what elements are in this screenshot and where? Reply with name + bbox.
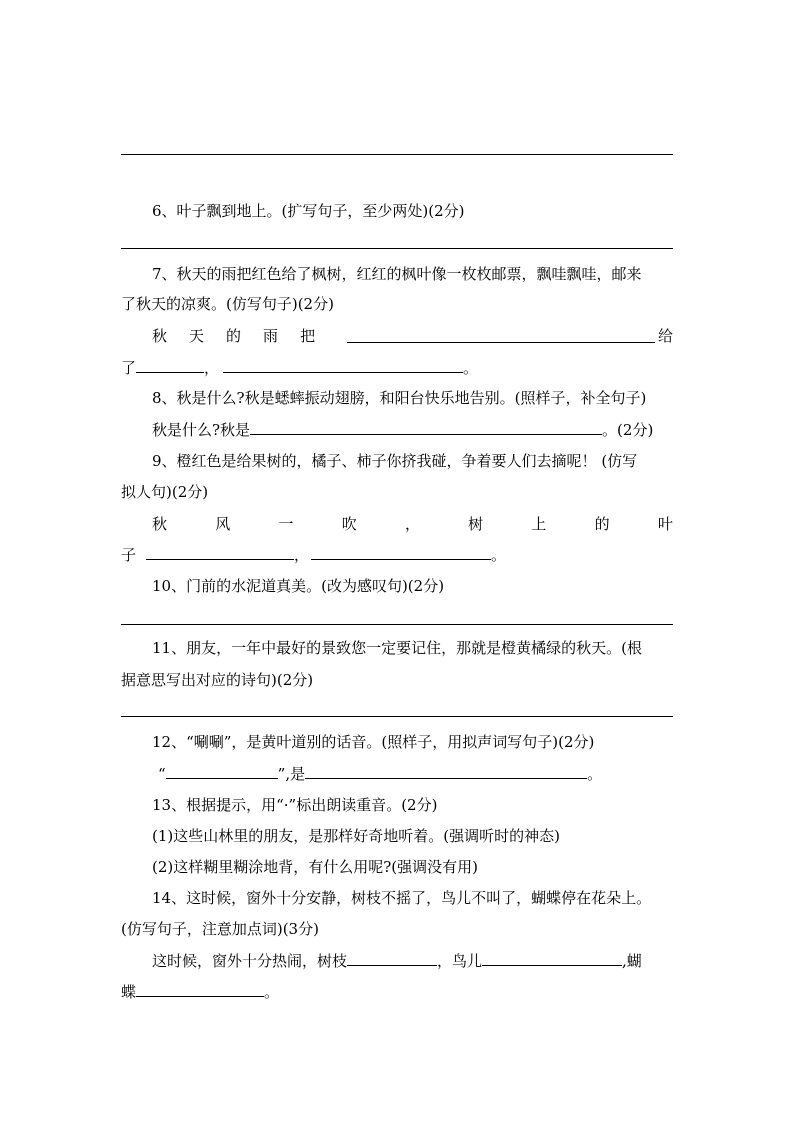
question-6: 6、叶子飘到地上。(扩写句子，至少两处)(2分) [152,202,465,220]
q9-char: 风 [215,515,231,533]
q9-char: 吹 [341,515,357,533]
q14-fill-mid1: ，鸟儿 [437,952,483,970]
q9-char: 的 [594,515,610,533]
q14-fill-mid2: ,蝴 [622,952,642,970]
q12-open-quote: “ [158,765,166,783]
q9-char: 上 [531,515,547,533]
q12-period: 。 [587,765,603,783]
q7-char: 天 [189,327,205,345]
q9-comma: ， [294,546,310,564]
q8-fill-start: 秋是什么?秋是 [152,421,251,439]
q7-blank-1[interactable] [347,328,655,343]
question-11-line1: 11、朋友，一年中最好的景致您一定要记住，那就是橙黄橘绿的秋天。(根 [152,639,642,657]
answer-line-q6[interactable] [121,248,673,249]
q14-period: 。 [264,983,280,1001]
q9-char: ， [404,515,420,533]
q14-fill-row1 [152,951,642,971]
question-14-line2: (仿写句子，注意加点词)(3分) [121,920,319,938]
q7-period: 。 [463,359,479,377]
q13-item-1: (1)这些山林里的朋友，是那样好奇地听着。(强调听时的神态) [152,827,560,845]
q7-blank-3[interactable] [223,358,463,373]
question-12: 12、“唰唰”，是黄叶道别的话音。(照样子，用拟声词写句子)(2分) [152,733,595,751]
q9-char: 秋 [152,515,168,533]
q7-fill-row1 [152,326,315,346]
answer-line-q11[interactable] [121,716,673,717]
q9-line2-start: 子 [121,546,137,564]
q14-blank-1[interactable] [347,951,437,966]
q8-blank[interactable] [250,420,602,435]
q12-close-quote: ”,是 [277,765,306,783]
q14-fill-row2 [121,982,279,1002]
q9-blank-2[interactable] [311,545,491,560]
q13-item-2: (2)这样糊里糊涂地背，有什么用呢?(强调没有用) [152,858,478,876]
q12-blank-2[interactable] [305,764,587,779]
question-9-line2: 拟人句)(2分) [121,483,209,501]
q7-char: 雨 [263,327,279,345]
question-13: 13、根据提示，用“·”标出朗读重音。(2分) [152,796,438,814]
q14-line2-start: 蝶 [121,983,137,1001]
question-11-line2: 据意思写出对应的诗句)(2分) [121,671,314,689]
q14-blank-2[interactable] [482,951,622,966]
answer-line-q10[interactable] [121,624,673,625]
q7-comma: ， [204,359,220,377]
q9-char: 叶 [657,515,673,533]
question-8: 8、秋是什么?秋是蟋蟀振动翅膀，和阳台快乐地告别。(照样子，补全句子) [152,389,647,407]
q7-char: 把 [300,327,316,345]
q9-char: 一 [278,515,294,533]
q7-blank-2[interactable] [136,358,204,373]
q14-fill-start: 这时候，窗外十分热闹，树枝 [152,952,348,970]
q7-char: 秋 [152,327,168,345]
q12-blank-1[interactable] [166,764,278,779]
q12-fill-row [158,764,602,784]
q8-fill-end: 。(2分) [602,421,654,439]
answer-line[interactable] [121,154,673,155]
question-14-line1: 14、这时候，窗外十分安静，树枝不摇了，鸟儿不叫了，蝴蝶停在花朵上。 [152,889,652,907]
question-9-line1: 9、橙红色是给果树的，橘子、柿子你挤我碰，争着要人们去摘呢！ (仿写 [152,452,638,470]
question-7-line1: 7、秋天的雨把红色给了枫树，红红的枫叶像一枚枚邮票，飘哇飘哇，邮来 [152,265,642,283]
q7-fill-end: 给 [658,327,674,345]
q9-fill-row1 [152,514,673,534]
q9-period: 。 [491,546,507,564]
question-10: 10、门前的水泥道真美。(改为感叹句)(2分) [152,577,445,595]
q9-char: 树 [468,515,484,533]
q14-blank-3[interactable] [136,982,264,997]
q8-fill-row [152,420,653,440]
question-7-line2: 了秋天的凉爽。(仿写句子)(2分) [121,295,334,313]
q9-fill-row2 [121,545,506,565]
q7-char: 的 [226,327,242,345]
q7-line2-start: 了 [121,359,137,377]
q7-fill-row2 [121,358,478,378]
q9-blank-1[interactable] [146,545,294,560]
